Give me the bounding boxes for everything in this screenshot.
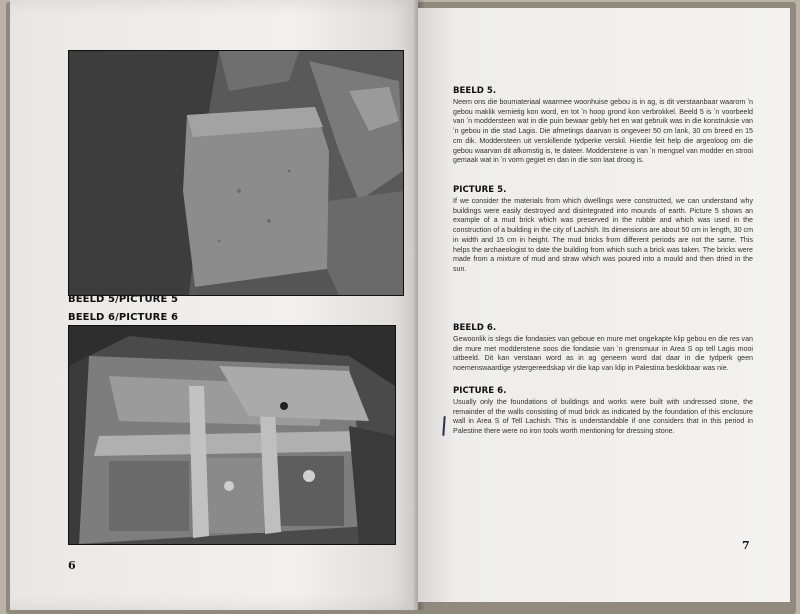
beeld-5-text: Neem ons die boumateriaal waarmee woonhuise gebou is in ag, is dit verstaanbaar waarom ʼn gebou maklik vernietig kon word, en tot ʼn hoop grond kon verbrokkel. Beeld 5 is ʼn voorbeeld van ʼn moddersteen wat in die puin bewaar gebly het en wat gebruik was in die konstruksie van ʼn gebou in die stad Lagis. Die afmetings daarvan is ongeveer 50 cm lank, 30 cm breed en 15 cm dik. Moddersteen uit verskillende tydperke verskil. Hierdie feit help die argeoloog om die gebou waarvan dit afkomstig is, te dateer. Modderstene is van ʼn mengsel van modder en strooi gemaak wat in ʼn vorm gegiet en dan in die son laat droog is. <box>453 98 753 165</box>
excavation-image <box>69 326 395 544</box>
picture-5-section <box>453 185 753 275</box>
beeld-5-section <box>453 86 753 166</box>
picture-5-text: If we consider the materials from which dwellings were constructed, we can understand why buildings were easily destroyed and disintegrated into mounds of earth. Picture 5 shows an example of a mud brick which was preserved in the rubble and which was used in the construction of a building in the city of Lachish. Its dimensions are about 50 cm in length, 30 cm in width and 15 cm in height. The mud bricks from different periods are not the same. This helps the archaeologist to date the building from which such a brick was taken. The bricks were made from a mixture of mud and straw which was poured into a mould and then dried in the sun. <box>453 197 753 273</box>
beeld-6-heading: BEELD 6. <box>453 323 497 333</box>
picture-6-section <box>453 386 753 437</box>
beeld-6-text: Gewoonlik is slegs die fondasies van geboue en mure met ongekapte klip gebou en die res van die mure met modderstene soos die fondasie van ʼn grensmuur in Area S op tell Lagis mooi uitbeeld. Dit kan verstaan word as in ag geneem word dat daar in die tydperk geen noemenswaardige ystergereedskap vir die kap van klip in Palestina beskikbaar was nie. <box>453 335 753 373</box>
picture-6-text: Usually only the foundations of buildings and works were built with undressed stone, the remainder of the walls consisting of mud brick as indicated by the foundation of this enclosure wall in Area S of Tell Lachish. This is understandable if one considers that in this period in Palestine there were no iron tools worth mentioning for dressing stone. <box>453 398 753 436</box>
picture-6-heading: PICTURE 6. <box>453 386 507 396</box>
picture-6-caption: BEELD 6/PICTURE 6 <box>68 312 179 323</box>
beeld-5-heading: BEELD 5. <box>453 86 497 96</box>
picture-5-heading: PICTURE 5. <box>453 185 507 195</box>
picture-5-photo <box>68 50 404 296</box>
picture-5-caption: BEELD 5/PICTURE 5 <box>68 294 179 305</box>
beeld-6-section <box>453 323 753 374</box>
page-number-right: 7 <box>742 539 750 552</box>
mud-brick-image <box>69 51 403 295</box>
page-number-left: 6 <box>68 559 76 572</box>
picture-6-photo <box>68 325 396 545</box>
